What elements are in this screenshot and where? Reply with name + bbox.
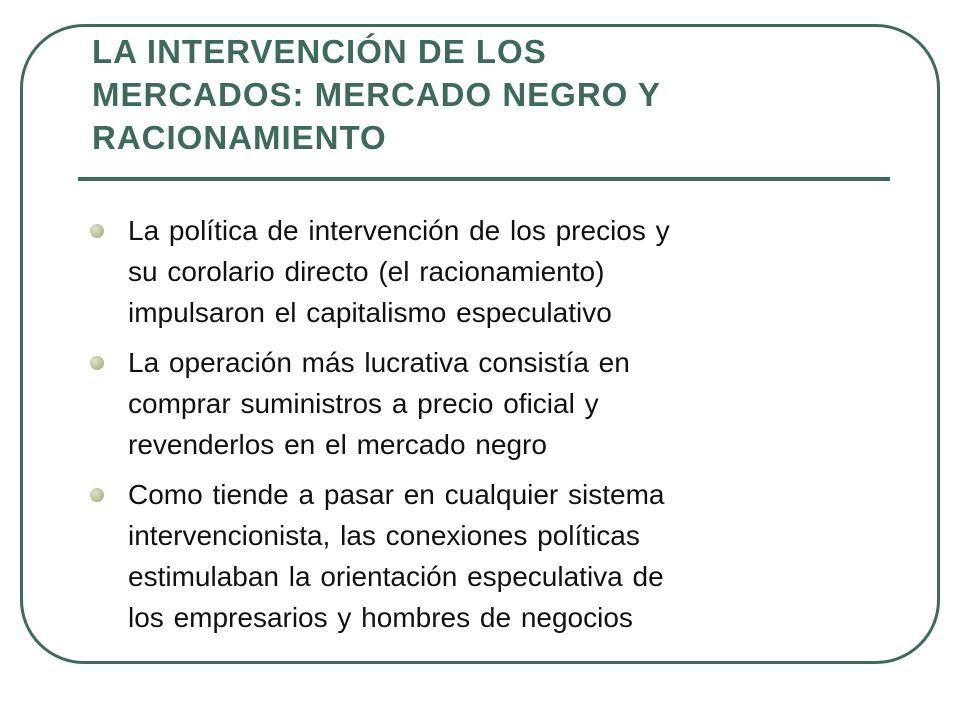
bullet-dot-icon xyxy=(90,488,104,502)
bullet-text-line: La operación más lucrativa consistía en xyxy=(128,347,630,378)
bullet-text-line: estimulaban la orientación especulativa de xyxy=(128,561,664,592)
bullet-item xyxy=(88,474,848,638)
bullet-item xyxy=(88,210,848,333)
bullet-dot-icon xyxy=(90,356,104,370)
title-divider xyxy=(78,177,890,181)
title-line: LA INTERVENCIÓN DE LOS xyxy=(92,33,547,70)
bullet-text-line: impulsaron el capitalismo especulativo xyxy=(128,297,612,328)
bullet-dot-icon xyxy=(90,224,104,238)
bullet-list xyxy=(88,210,848,647)
bullet-text-line: revenderlos en el mercado negro xyxy=(128,429,547,460)
bullet-text-line: los empresarios y hombres de negocios xyxy=(128,602,633,633)
bullet-item xyxy=(88,342,848,465)
bullet-text-line: intervencionista, las conexiones políticas xyxy=(128,520,640,551)
slide-title xyxy=(92,30,892,159)
bullet-text-line: su corolario directo (el racionamiento) xyxy=(128,256,605,287)
title-line: RACIONAMIENTO xyxy=(92,119,387,156)
bullet-text-line: La política de intervención de los precios y xyxy=(128,215,670,246)
bullet-text-line: comprar suministros a precio oficial y xyxy=(128,388,599,419)
title-line: MERCADOS: MERCADO NEGRO Y xyxy=(92,76,661,113)
bullet-text-line: Como tiende a pasar en cualquier sistema xyxy=(128,479,665,510)
